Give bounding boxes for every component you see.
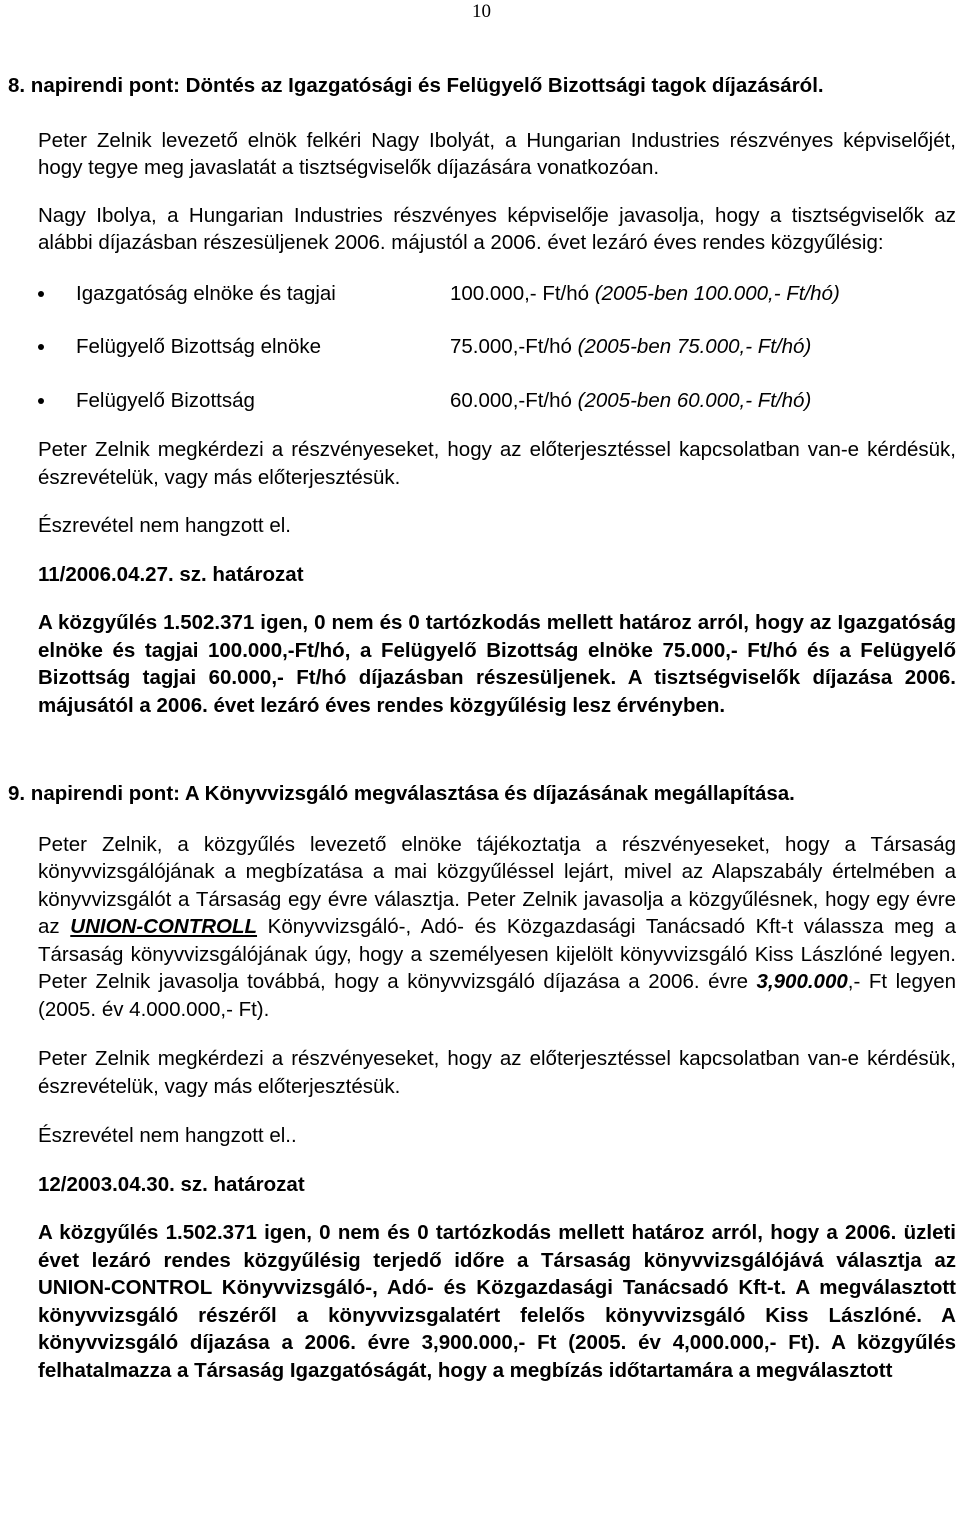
section-8-heading: 8. napirendi pont: Döntés az Igazgatósági és Felügyelő Bizottsági tagok díjazásáról. xyxy=(8,74,824,97)
fee-list xyxy=(38,280,956,415)
section-8-no-comment: Észrevétel nem hangzott el. xyxy=(38,514,291,537)
fee-amount: 100.000,- Ft/hó xyxy=(450,281,590,305)
section-8-proposal: Nagy Ibolya, a Hungarian Industries részvényes képviselője javasolja, hogy a tisztségviselők az alábbi díjazásban részesüljenek 2006. májustól a 2006. évet lezáró éves rendes közgyűlésig: xyxy=(38,203,956,254)
section-8-resolution-id: 11/2006.04.27. sz. határozat xyxy=(38,562,304,586)
section-9-question: Peter Zelnik megkérdezi a részvényeseket, hogy az előterjesztéssel kapcsolatban van-e kérdésük, észrevételük, vagy más előterjesztésük. xyxy=(38,1047,956,1098)
section-8-resolution-text: A közgyűlés 1.502.371 igen, 0 nem és 0 tartózkodás mellett határoz arról, hogy az Igazgatóság elnöke és tagjai 100.000,-Ft/hó, a Felügyelő Bizottság elnöke 75.000,- Ft/hó és a Felügyelő Bizottság tagjai 60.000,- Ft/hó díjazásban részesüljenek. A tisztségviselők díjazása 2006. májusától a 2006. évet lezáró éves rendes közgyűlésig lesz érvényben. xyxy=(38,611,956,717)
page-number: 10 xyxy=(472,1,491,22)
fee-label: Felügyelő Bizottság elnöke xyxy=(76,335,322,358)
fee-item-supervisory xyxy=(38,387,956,415)
section-9-resolution-text: A közgyűlés 1.502.371 igen, 0 nem és 0 tartózkodás mellett határoz arról, hogy a 2006. üzleti évet lezáró rendes közgyűlésig terjedő időre a Társaság könyvvizsgálójává választja az UNION-CONTROL Könyvvizsgáló-, Adó- és Közgazdasági Tanácsadó Kft-t. A megválasztott könyvvizsgáló részéről a könyvvizsgalatért felelős könyvvizsgáló Kiss Lászlóné. A könyvvizsgáló díjazása a 2006. évre 3,900.000,- Ft (2005. év 4,000.000,- Ft). A közgyűlés felhatalmazza a Társaság Igazgatóságát, hogy a megbízás időtartamára a megválasztott xyxy=(38,1221,956,1382)
section-8-question: Peter Zelnik megkérdezi a részvényeseket, hogy az előterjesztéssel kapcsolatban van-e kérdésük, észrevételük, vagy más előterjesztésük. xyxy=(38,438,956,489)
section-9-info-part2: Könyvvizsgáló-, Adó- és Közgazdasági Tanácsadó Kft-t válassza meg a Társaság könyvvizsgálójának úgy, hogy a személyesen kijelölt könyvvizsgáló Kiss Lászlóné legyen. Peter Zelnik javasolja továbbá, hogy a könyvvizsgáló díjazása a 2006. évre xyxy=(38,915,956,993)
section-9-info xyxy=(38,831,956,1024)
document-body xyxy=(8,72,956,1384)
section-9-info-part1: Peter Zelnik, a közgyűlés levezető elnöke tájékoztatja a részvényeseket, hogy a Társaság könyvvizsgálójának a megbízatása a mai közgyűléssel lejárt, mivel az Alapszabály értelmében a könyvvizsgálót a Társaság egy évre választja. Peter Zelnik javasolja a közgyűlésnek, hogy egy évre az xyxy=(38,832,956,938)
fee-value xyxy=(450,280,840,308)
auditor-name: UNION-CONTROLL xyxy=(70,915,258,938)
fee-amount: 75.000,-Ft/hó xyxy=(450,335,572,358)
fee-label: Igazgatóság elnöke és tagjai xyxy=(76,281,336,305)
fee-item-supervisory-chair xyxy=(38,333,956,361)
fee-label: Felügyelő Bizottság xyxy=(76,388,255,412)
bullet-icon xyxy=(38,291,44,297)
section-9-no-comment: Észrevétel nem hangzott el.. xyxy=(38,1124,297,1147)
fee-item-board xyxy=(38,280,956,308)
fee-previous: (2005-ben 75.000,- Ft/hó) xyxy=(577,335,812,358)
section-9-resolution-id: 12/2003.04.30. sz. határozat xyxy=(38,1172,305,1196)
fee-value xyxy=(450,387,811,415)
section-9-heading: 9. napirendi pont: A Könyvvizsgáló megválasztása és díjazásának megállapítása. xyxy=(8,782,795,805)
fee-previous: (2005-ben 100.000,- Ft/hó) xyxy=(594,281,840,305)
fee-value xyxy=(450,333,811,361)
bullet-icon xyxy=(38,398,44,404)
auditor-fee: 3,900.000 xyxy=(756,970,848,993)
section-8-intro: Peter Zelnik levezető elnök felkéri Nagy Ibolyát, a Hungarian Industries részvényes képviselőjét, hogy tegye meg javaslatát a tisztségviselők díjazására vonatkozóan. xyxy=(38,128,956,179)
fee-previous: (2005-ben 60.000,- Ft/hó) xyxy=(577,388,812,412)
section-9-info-part3: ,- Ft legyen (2005. év 4.000.000,- Ft). xyxy=(38,970,956,1021)
fee-amount: 60.000,-Ft/hó xyxy=(450,388,572,412)
bullet-icon xyxy=(38,344,44,350)
